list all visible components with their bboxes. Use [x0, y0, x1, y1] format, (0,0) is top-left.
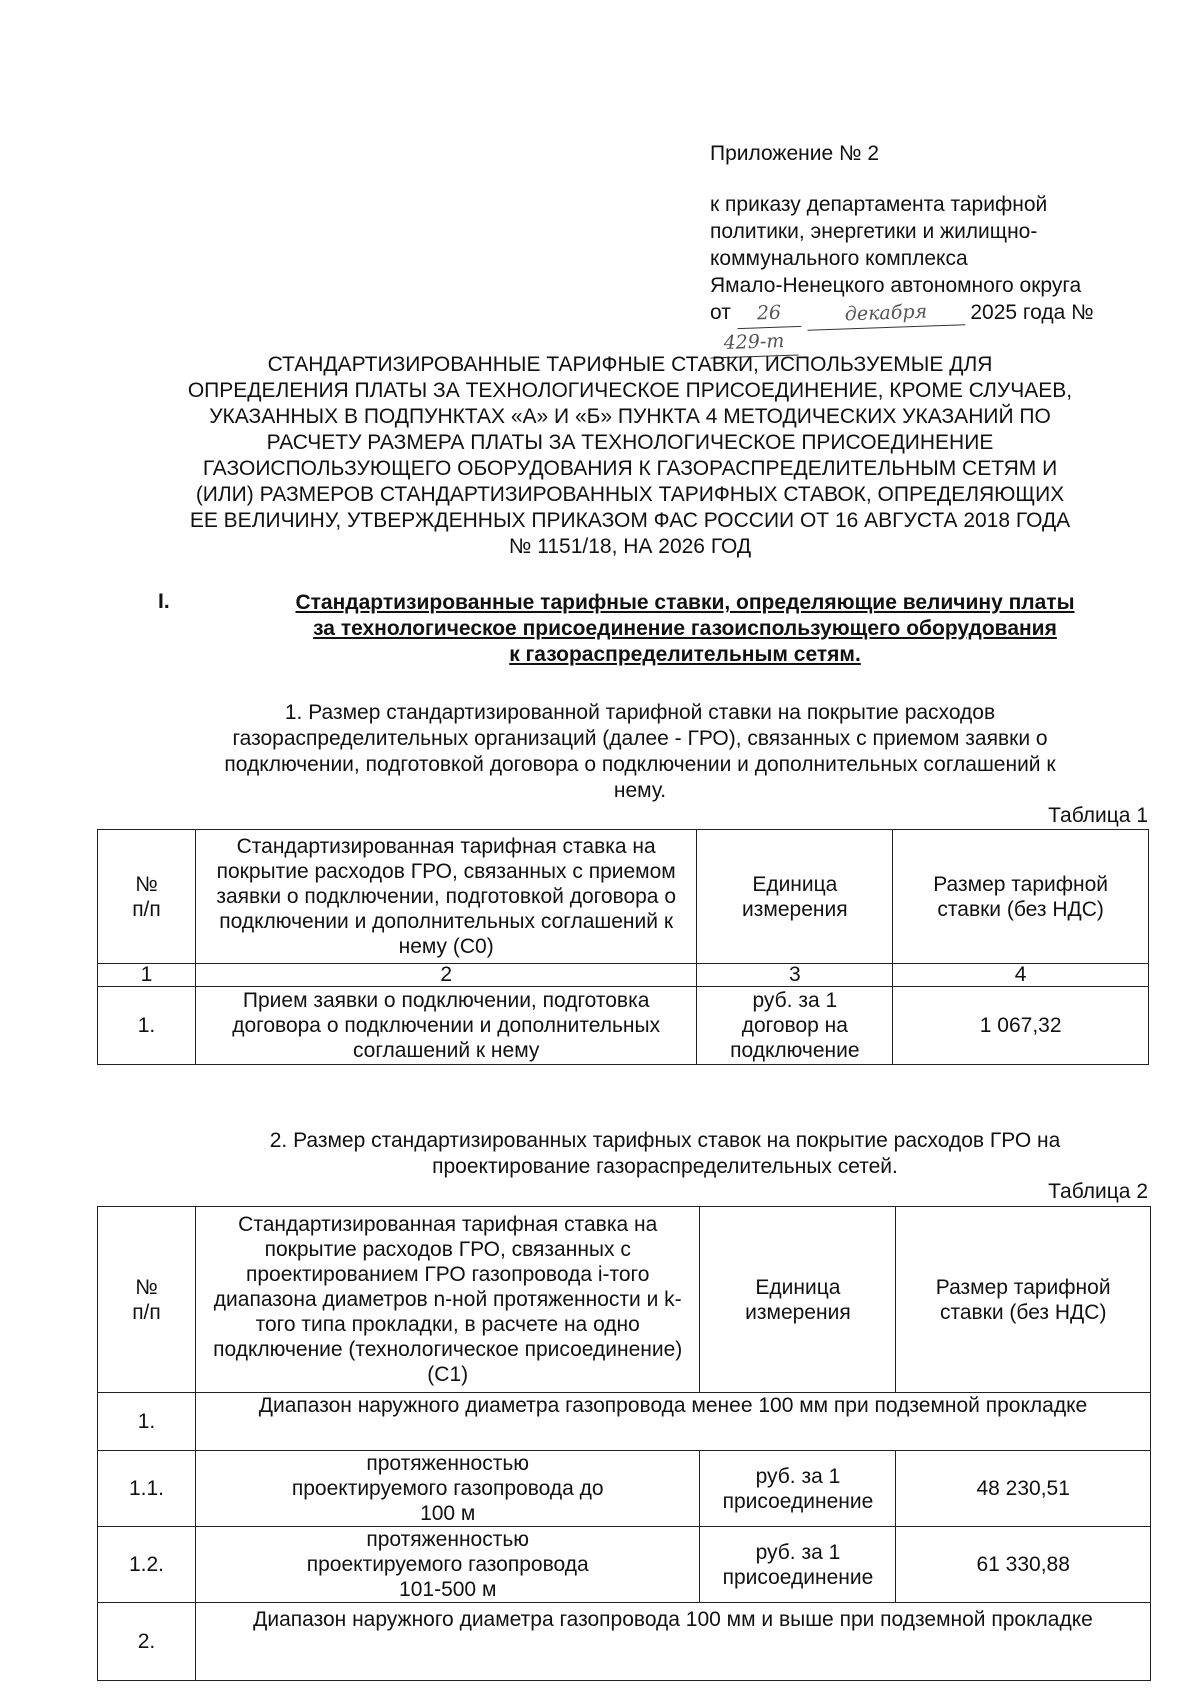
table-group-row: [98, 1393, 1151, 1451]
paragraph-line: 1. Размер стандартизированной тарифной ставки на покрытие расходов: [284, 701, 996, 724]
section-one: [150, 590, 1150, 668]
header-cell-value: Размер тарифной ставки (без НДС): [893, 830, 1149, 964]
header-cell-unit: Единица измерения: [697, 830, 893, 964]
document-heading: [100, 352, 1160, 560]
group-title: Диапазон наружного диаметра газопровода менее 100 мм при подземной прокладке: [195, 1393, 1150, 1451]
header-cell-number: № п/п: [98, 1207, 196, 1393]
handwritten-day: 26: [736, 299, 801, 329]
paragraph-line: проектирование газораспределительных сетей.: [432, 1155, 898, 1178]
header-cell-rate-name: Стандартизированная тарифная ставка на покрытие расходов ГРО, связанных с приемом заявки о подключении, подготовкой договора о подключении и дополнительных соглашений к нему (С0): [195, 830, 696, 964]
header-cell-number: № п/п: [98, 830, 196, 964]
paragraph-two: [180, 1128, 1150, 1180]
section-number: I.: [158, 590, 170, 613]
row-value: 61 330,88: [896, 1527, 1151, 1603]
column-number: 2: [195, 964, 696, 987]
heading-line: РАСЧЕТУ РАЗМЕРА ПЛАТЫ ЗА ТЕХНОЛОГИЧЕСКОЕ ПРИСОЕДИНЕНИЕ: [266, 431, 994, 454]
table-one: [97, 829, 1149, 1065]
column-number: 3: [697, 964, 893, 987]
appendix-line: политики, энергетики и жилищно-: [710, 220, 1038, 243]
column-number-row: [98, 964, 1149, 987]
appendix-date-line: [710, 299, 1150, 357]
column-number: 4: [893, 964, 1149, 987]
table-row: [98, 987, 1149, 1065]
row-number: 1.: [98, 987, 196, 1065]
heading-line: ОПРЕДЕЛЕНИЯ ПЛАТЫ ЗА ТЕХНОЛОГИЧЕСКОЕ ПРИСОЕДИНЕНИЕ, КРОМЕ СЛУЧАЕВ,: [187, 379, 1073, 402]
section-title-line: за технологическое присоединение газоиспользующего оборудования: [313, 617, 1057, 640]
table-one-caption: Таблица 1: [1048, 804, 1148, 827]
header-cell-rate-name: Стандартизированная тарифная ставка на покрытие расходов ГРО, связанных с проектированием ГРО газопровода i-того диапазона диаметров n-ной протяженности и k-того типа прокладки, в расчете на одно подключение (технологическое присоединение) (С1): [195, 1207, 700, 1393]
paragraph-line: нему.: [613, 779, 667, 802]
date-prefix: от: [710, 301, 731, 324]
header-cell-value: Размер тарифной ставки (без НДС): [896, 1207, 1151, 1393]
table-row: [98, 1527, 1151, 1603]
handwritten-month: декабря: [806, 297, 965, 330]
heading-line: ГАЗОИСПОЛЬЗУЮЩЕГО ОБОРУДОВАНИЯ К ГАЗОРАСПРЕДЕЛИТЕЛЬНЫМ СЕТЯМ И: [202, 457, 1058, 480]
group-number: 2.: [98, 1603, 196, 1681]
paragraph-one: [140, 700, 1140, 804]
row-unit: руб. за 1 присоединение: [700, 1451, 896, 1527]
row-name: протяженностью проектируемого газопровода 101-500 м: [195, 1527, 700, 1603]
row-number: 1.1.: [98, 1451, 196, 1527]
table-group-row: [98, 1603, 1151, 1681]
section-title: [230, 590, 1140, 668]
appendix-block: [710, 140, 1150, 357]
table-header-row: [98, 1207, 1151, 1393]
column-number: 1: [98, 964, 196, 987]
appendix-line: коммунального комплекса: [710, 247, 968, 270]
section-title-line: Стандартизированные тарифные ставки, определяющие величину платы: [295, 591, 1075, 614]
group-title: Диапазон наружного диаметра газопровода 100 мм и выше при подземной прокладке: [195, 1603, 1150, 1681]
row-value: 48 230,51: [896, 1451, 1151, 1527]
row-name: протяженностью проектируемого газопровода до 100 м: [195, 1451, 700, 1527]
table-row: [98, 1451, 1151, 1527]
paragraph-line: газораспределительных организаций (далее - ГРО), связанных с приемом заявки о: [232, 727, 1048, 750]
row-name: Прием заявки о подключении, подготовка договора о подключении и дополнительных соглашений к нему: [195, 987, 696, 1065]
row-unit: руб. за 1 присоединение: [700, 1527, 896, 1603]
table-two: [97, 1206, 1151, 1681]
heading-line: УКАЗАННЫХ В ПОДПУНКТАХ «А» И «Б» ПУНКТА 4 МЕТОДИЧЕСКИХ УКАЗАНИЙ ПО: [209, 405, 1051, 428]
appendix-line: Ямало-Ненецкого автономного округа: [710, 274, 1082, 297]
row-value: 1 067,32: [893, 987, 1149, 1065]
appendix-title: Приложение № 2: [710, 142, 880, 165]
section-title-line: к газораспределительным сетям.: [509, 643, 861, 666]
handwritten-order-number: 429-т: [710, 327, 799, 358]
table-header-row: [98, 830, 1149, 964]
heading-line: СТАНДАРТИЗИРОВАННЫЕ ТАРИФНЫЕ СТАВКИ, ИСПОЛЬЗУЕМЫЕ ДЛЯ: [267, 353, 993, 376]
paragraph-line: 2. Размер стандартизированных тарифных ставок на покрытие расходов ГРО на: [269, 1129, 1061, 1152]
header-cell-unit: Единица измерения: [700, 1207, 896, 1393]
table-two-caption: Таблица 2: [1048, 1180, 1148, 1203]
group-number: 1.: [98, 1393, 196, 1451]
paragraph-line: подключении, подготовкой договора о подключении и дополнительных соглашений к: [224, 753, 1056, 776]
heading-line: (ИЛИ) РАЗМЕРОВ СТАНДАРТИЗИРОВАННЫХ ТАРИФНЫХ СТАВОК, ОПРЕДЕЛЯЮЩИХ: [195, 483, 1065, 506]
date-year-text: 2025 года №: [970, 301, 1094, 324]
row-number: 1.2.: [98, 1527, 196, 1603]
heading-line: ЕЕ ВЕЛИЧИНУ, УТВЕРЖДЕННЫХ ПРИКАЗОМ ФАС РОССИИ ОТ 16 АВГУСТА 2018 ГОДА: [189, 509, 1071, 532]
appendix-line: к приказу департамента тарифной: [710, 193, 1048, 216]
row-unit: руб. за 1 договор на подключение: [697, 987, 893, 1065]
heading-line: № 1151/18, НА 2026 ГОД: [508, 535, 752, 558]
